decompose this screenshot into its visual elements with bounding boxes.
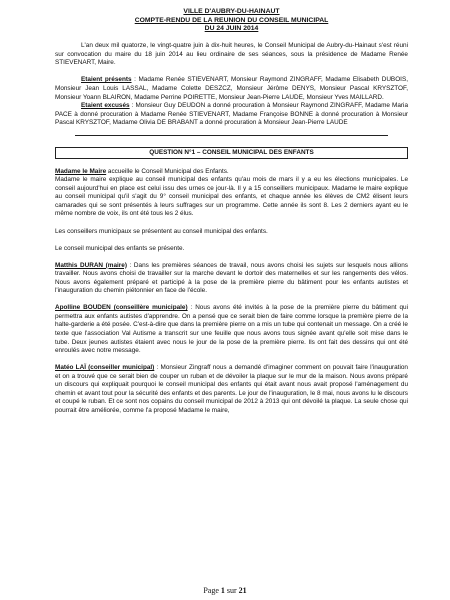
presents-text: : Madame Renée STIEVENART, Monsieur Raymond ZINGRAFF, Madame Elisabeth DUBOIS, Monsieur Jean Louis LASSAL, Madame Colette DESZCZ, Monsieur Jérôme DENYS, Monsieur Pascal KRYSZTOF, Monsieur Yoann BLAIRON, Madame Perrine POIRETTE, Monsieur Jean-Pierre LAUDE, Monsieur Yves MAILLARD. [55, 76, 408, 101]
maire-label: Madame le Maire [55, 167, 107, 175]
header-city: VILLE D'AUBRY-DU-HAINAUT [183, 8, 280, 15]
maire-intro-text: accueille le Conseil Municipal des Enfants. [106, 167, 229, 175]
footer-sep: sur [224, 586, 239, 595]
header-title: COMPTE-RENDU DE LA REUNION DU CONSEIL MUNICIPAL [134, 16, 329, 24]
page-total: 21 [238, 586, 247, 595]
question-heading: QUESTION N°1 – CONSEIL MUNICIPAL DES ENFANTS [55, 147, 408, 160]
apolline-label: Apolline BOUDEN (conseillère municipale) [55, 304, 188, 312]
excuses-text: : Monsieur Guy DEUDON a donné procuration à Monsieur Raymond ZINGRAFF, Madame Maria PACE à donné procuration à Madame Renée STIEVENART, Madame Françoise BONNE à donné procuration à Monsieur Pascal KRYSZTOF, Madame Olivia DE BRABANT a donné procuration à Monsieur Jean-Pierre LAUDE [55, 102, 409, 127]
mateo-label: Matéo LAÏ (conseiller municipal) [55, 364, 155, 372]
footer-prefix: Page [203, 586, 221, 595]
presents-label: Etaient présents [81, 76, 132, 84]
excuses-paragraph [55, 102, 408, 128]
presentation-line-2: Le conseil municipal des enfants se présente. [55, 244, 185, 252]
intro-paragraph: L'an deux mil quatorze, le vingt-quatre juin à dix-huit heures, le Conseil Municipal de Aubry-du-Hainaut s'est réuni sur convocation du maire du 18 juin 2014 au lieu ordinaire de ses séances, sous la présidence de Madame Renée STIEVENART, Maire. [55, 42, 408, 67]
presents-paragraph [55, 76, 408, 102]
header-date: DU 24 JUIN 2014 [204, 25, 259, 33]
presentation-line-1: Les conseillers municipaux se présentent au conseil municipal des enfants. [55, 227, 268, 235]
page-current: 1 [220, 586, 225, 595]
apolline-paragraph [55, 304, 408, 355]
excuses-label: Etaient excusés [81, 102, 130, 110]
document-body [55, 8, 408, 415]
maire-intro-paragraph [55, 168, 408, 177]
page-footer [0, 586, 450, 595]
mateo-paragraph [55, 364, 408, 415]
matthis-text: : Dans les premières séances de travail, nous avons choisi les sujets sur lesquels nous allions travailler. Nous avons choisi de travailler sur la marche devant le dortoir des maternelles et sur les rangements des vélos. Nous avons également préparé et participé à la pose de la première pierre du bâtiment pour les enfants autistes et l'inauguration du chemin piétonnier en face de l'école. [55, 261, 408, 295]
mateo-text: : Monsieur Zingraff nous a demandé d'imaginer comment on pouvait faire l'inauguration et on a trouvé que ce serait bien de couper un ruban et de dévoiler la plaque sur le mur de la maison. Nous avons préparé un discours qui expliquait pourquoi le conseil municipal des enfants qui était avant nous avait proposé l'aménagement du chemin et avant tout pour la sécurité des enfants et des parents. Le jour de l'inauguration, le 8 mai, nous avons lu le discours et coupé le ruban. Et ce sont nos copains du conseil municipal de 2012 à 2013 qui ont dévoilé la plaque. La seule chose qui pourrait être améliorée, comme l'a proposé Madame le maire, [55, 364, 408, 414]
matthis-label: Matthis DURAN (maire) [55, 261, 127, 269]
apolline-text: : Nous avons été invités à la pose de la première pierre du bâtiment qui permettra aux enfants autistes d'apprendre. On a pensé que ce serait bien de faire comme lorsque la première pierre de la halte-garderie a été posée. C'est-à-dire que dans la première pierre on a mis un tube qui contenait un message. On a créé le texte que l'association Val Autisme a transcrit sur une feuille que nous avons tous signée avant qu'elle soit mise dans le tube. Deux jeunes autistes étaient avec nous le jour de la pose de la première pierre. Ils ont fait des dessins qui ont été enroulés avec notre message. [55, 304, 408, 355]
matthis-paragraph [55, 262, 408, 296]
maire-explain-paragraph: Madame le maire explique au conseil municipal des enfants qu'au mois de mars il y a eu les élections municipales. Le conseil aujourd'hui en place est celui issu des urnes ce jour-là. Il y a 15 conseillers municipaux. Madame le maire explique au conseil municipal qu'il s'agit du 9° conseil municipal des enfants, et chaque année les élèves de CM2 élisent leurs camarades qui se sont présentés à leurs suffrages sur un programme. Cette année ils sont 8. Les 2 derniers ayant eu le même nombre de voix, ils ont été tous les 2 élus. [55, 176, 408, 218]
